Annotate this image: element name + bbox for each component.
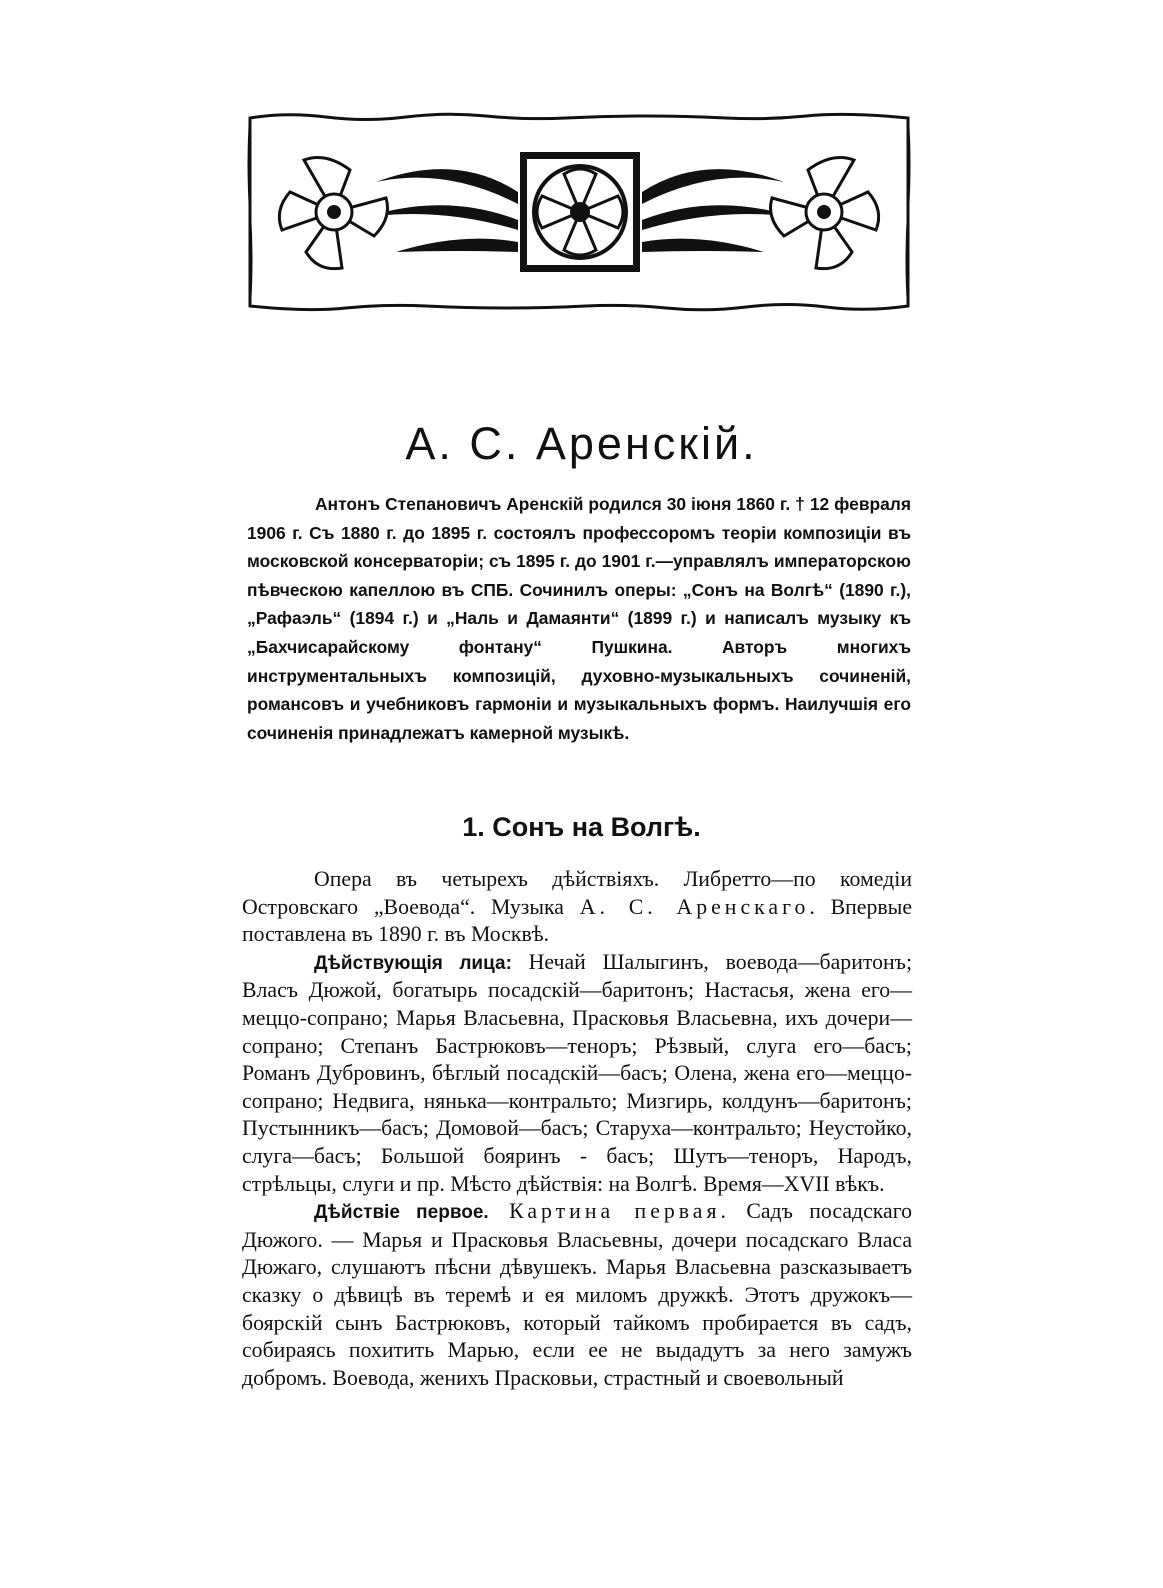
act-one-paragraph: [242, 1198, 912, 1392]
biography-paragraph: Антонъ Степановичъ Аренскій родился 30 іюня 1860 г. † 12 февраля 1906 г. Съ 1880 г. до 1895 г. состоялъ профессоромъ теоріи композиціи въ московской консерваторіи; съ 1895 г. до 1901 г.—управлялъ императорскою пѣвческою капеллою въ СПБ. Сочинилъ оперы: „Сонъ на Волгѣ“ (1890 г.), „Рафаэль“ (1894 г.) и „Наль и Дамаянти“ (1899 г.) и написалъ музыку къ „Бахчисарайскому фонтану“ Пушкина. Авторъ многихъ инструментальныхъ композицій, духовно-музыкальныхъ сочиненій, романсовъ и учебниковъ гармоніи и музыкальныхъ формъ. Наилучшія его сочиненія принадлежатъ камерной музыкѣ.: [247, 494, 911, 743]
opera-description: [242, 866, 912, 1392]
opera-composer-name: А. С. Аренскаго: [579, 894, 810, 919]
cast-list: Нечай Шалыгинъ, воевода—баритонъ; Власъ Дюжой, богатырь посадскій—баритонъ; Настасья, жена его—меццо-сопрано; Марья Власьевна, Прасковья Власьевна, ихъ дочери—сопрано; Степанъ Бастрюковъ—теноръ; Рѣзвый, слуга его—басъ; Романъ Дубровинъ, бѣглый посадскій—басъ; Олена, жена его—меццо-сопрано; Недвига, нянька—контральто; Мизгирь, колдунъ—баритонъ; Пустынникъ—басъ; Домовой—басъ; Старуха—контральто; Неустойко, слуга—басъ; Большой бояринъ - басъ; Шутъ—теноръ, Народъ, стрѣльцы, слуги и пр. Мѣсто дѣйствія: на Волгѣ. Время—XVII вѣкъ.: [242, 949, 912, 1196]
opera-premiere-text: . Впервые поставлена въ 1890 г. въ Москвѣ.: [242, 894, 912, 947]
cast-label: Дѣйствующія лица:: [314, 952, 512, 974]
composer-title: А. С. Аренскій.: [405, 418, 758, 469]
opera-title: 1. Сонъ на Волгѣ.: [462, 812, 701, 842]
opera-intro-text: Опера въ четырехъ дѣйствіяхъ. Либретто—по комедіи Островскаго „Воевода“. Музыка: [242, 867, 912, 919]
cast-paragraph: [242, 949, 912, 1198]
scene-label: Картина первая.: [488, 1199, 730, 1224]
act-one-text: Садъ посадскаго Дюжого. — Марья и Прасковья Власьевны, дочери посадскаго Власа Дюжаго, слушаютъ пѣсни дѣвушекъ. Марья Власьевна разсказываетъ сказку о дѣвицѣ въ теремѣ и ея миломъ дружкѣ. Этотъ дружокъ—боярскій сынъ Бастрюковъ, который тайкомъ пробирается въ садъ, собираясь похитить Марью, если ее не выдадутъ за него замужъ добромъ. Воевода, женихъ Прасковьи, страстный и своевольный: [242, 1199, 912, 1390]
opera-intro-paragraph: [242, 866, 912, 949]
act-label: Дѣйствіе первое.: [314, 1202, 489, 1224]
daffodil-ornament-icon: [246, 112, 912, 312]
composer-biography: [247, 490, 911, 747]
